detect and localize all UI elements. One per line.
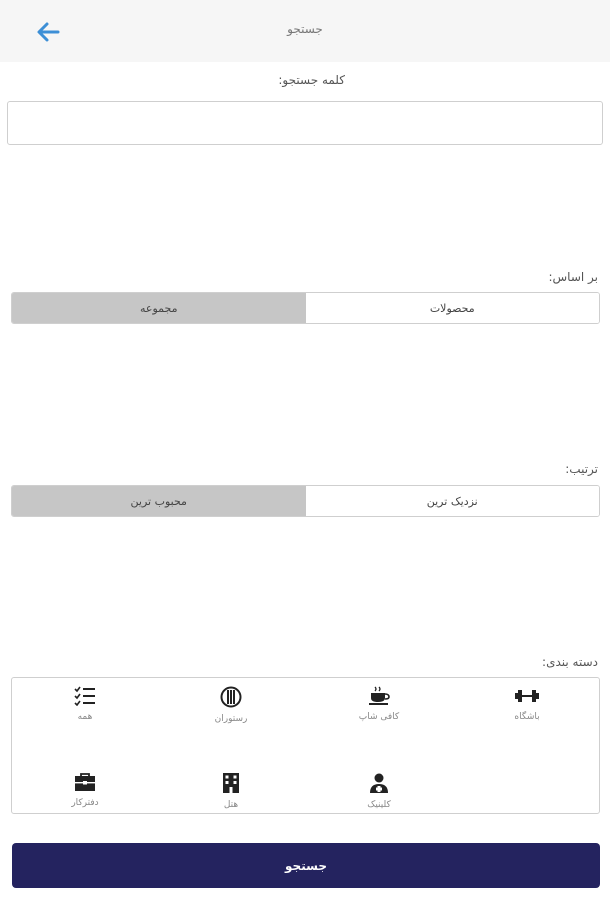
- page-title: جستجو: [287, 22, 323, 36]
- briefcase-icon: [74, 772, 96, 792]
- category-coffee-shop[interactable]: [324, 686, 434, 722]
- category-gym[interactable]: [472, 686, 582, 722]
- categories-grid: [11, 677, 600, 814]
- sort-label: ترتیب:: [565, 462, 598, 476]
- basis-label: بر اساس:: [548, 270, 598, 284]
- sort-option-popular[interactable]: محبوب ترین: [12, 486, 306, 516]
- hotel-building-icon: [221, 772, 241, 794]
- category-label: دفترکار: [71, 798, 99, 808]
- category-clinic[interactable]: [324, 772, 434, 810]
- category-label: رستوران: [214, 714, 248, 724]
- search-label: کلمه جستجو:: [278, 73, 345, 87]
- search-button[interactable]: جستجو: [12, 843, 600, 888]
- category-label: همه: [77, 712, 93, 722]
- coffee-cup-icon: [367, 686, 391, 706]
- app-header: [0, 0, 610, 62]
- doctor-icon: [368, 772, 390, 794]
- restaurant-icon: [220, 686, 242, 708]
- categories-label: دسته بندی:: [542, 655, 598, 669]
- basis-option-products[interactable]: محصولات: [306, 293, 600, 323]
- checklist-icon: [74, 686, 96, 706]
- category-label: باشگاه: [514, 712, 540, 722]
- dumbbell-icon: [514, 686, 540, 706]
- sort-option-nearest[interactable]: نزدیک ترین: [306, 486, 600, 516]
- category-label: کافی شاپ: [358, 712, 400, 722]
- search-input[interactable]: [7, 101, 603, 145]
- category-hotel[interactable]: [176, 772, 286, 810]
- category-office[interactable]: [30, 772, 140, 808]
- category-restaurant[interactable]: [176, 686, 286, 724]
- basis-segmented-control: [11, 292, 600, 324]
- category-label: هتل: [223, 800, 239, 810]
- basis-option-collection[interactable]: مجموعه: [12, 293, 306, 323]
- sort-segmented-control: [11, 485, 600, 517]
- category-label: کلینیک: [367, 800, 391, 810]
- category-all[interactable]: [30, 686, 140, 722]
